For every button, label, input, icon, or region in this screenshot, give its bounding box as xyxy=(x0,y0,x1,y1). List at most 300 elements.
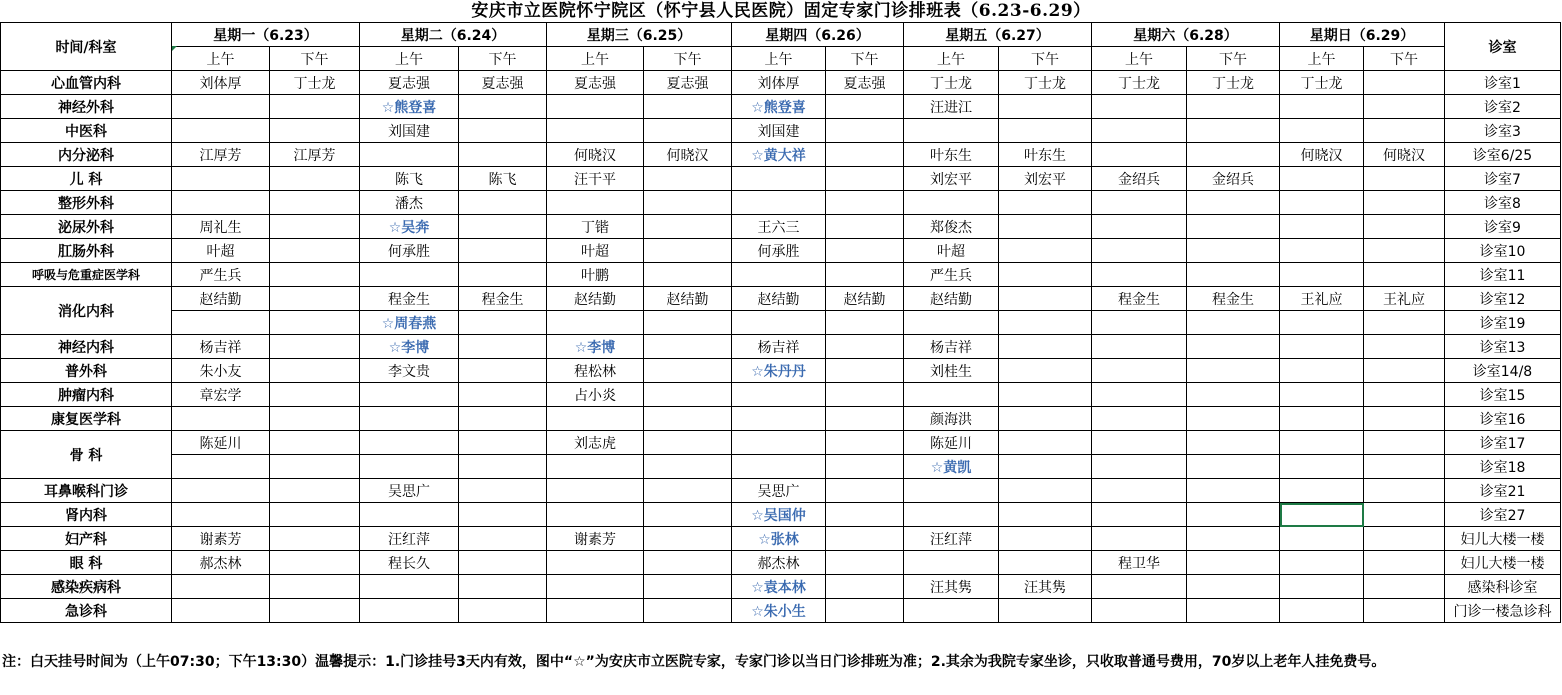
pm-slot-cell[interactable] xyxy=(644,455,732,479)
department-cell[interactable]: 肾内科 xyxy=(1,503,172,527)
am-slot-cell[interactable] xyxy=(1092,335,1187,359)
room-cell[interactable]: 诊室21 xyxy=(1445,479,1561,503)
pm-slot-cell[interactable] xyxy=(1187,263,1280,287)
pm-slot-cell[interactable] xyxy=(1187,239,1280,263)
room-cell[interactable]: 诊室7 xyxy=(1445,167,1561,191)
am-slot-cell[interactable] xyxy=(360,263,459,287)
pm-slot-cell[interactable] xyxy=(826,455,904,479)
department-cell[interactable]: 肛肠外科 xyxy=(1,239,172,263)
am-slot-cell[interactable]: 程长久 xyxy=(360,551,459,575)
am-slot-cell[interactable]: 何承胜 xyxy=(360,239,459,263)
am-slot-cell[interactable] xyxy=(904,599,999,623)
am-slot-cell[interactable]: 夏志强 xyxy=(547,71,644,95)
am-slot-cell[interactable]: 程金生 xyxy=(1092,287,1187,311)
am-slot-cell[interactable] xyxy=(1092,575,1187,599)
pm-slot-cell[interactable] xyxy=(459,239,547,263)
pm-slot-cell[interactable] xyxy=(826,335,904,359)
am-slot-cell[interactable] xyxy=(547,95,644,119)
am-slot-cell[interactable] xyxy=(732,383,826,407)
am-slot-cell[interactable] xyxy=(904,383,999,407)
pm-slot-cell[interactable] xyxy=(1364,383,1445,407)
department-cell[interactable]: 急诊科 xyxy=(1,599,172,623)
pm-slot-cell[interactable] xyxy=(644,335,732,359)
pm-slot-cell[interactable]: 何晓汉 xyxy=(1364,143,1445,167)
pm-slot-cell[interactable]: 程金生 xyxy=(459,287,547,311)
pm-slot-cell[interactable] xyxy=(1364,479,1445,503)
pm-slot-cell[interactable] xyxy=(1187,575,1280,599)
am-slot-cell[interactable] xyxy=(172,455,270,479)
am-slot-cell[interactable] xyxy=(1092,383,1187,407)
room-cell[interactable]: 诊室11 xyxy=(1445,263,1561,287)
pm-slot-cell[interactable] xyxy=(270,311,360,335)
am-slot-cell[interactable]: ☆熊登喜 xyxy=(360,95,459,119)
am-slot-cell[interactable]: 刘国建 xyxy=(732,119,826,143)
am-slot-cell[interactable]: 叶超 xyxy=(904,239,999,263)
pm-slot-cell[interactable] xyxy=(644,503,732,527)
am-slot-cell[interactable]: 江厚芳 xyxy=(172,143,270,167)
am-slot-cell[interactable] xyxy=(547,599,644,623)
am-slot-cell[interactable]: ☆熊登喜 xyxy=(732,95,826,119)
pm-slot-cell[interactable] xyxy=(459,407,547,431)
am-slot-cell[interactable] xyxy=(1092,239,1187,263)
am-slot-cell[interactable]: 赵结勤 xyxy=(904,287,999,311)
am-slot-cell[interactable] xyxy=(172,119,270,143)
room-cell[interactable]: 诊室6/25 xyxy=(1445,143,1561,167)
pm-slot-cell[interactable] xyxy=(826,575,904,599)
pm-slot-cell[interactable] xyxy=(459,503,547,527)
am-slot-cell[interactable]: 严生兵 xyxy=(904,263,999,287)
am-slot-cell[interactable] xyxy=(172,167,270,191)
am-slot-cell[interactable] xyxy=(1280,215,1364,239)
pm-slot-cell[interactable] xyxy=(826,359,904,383)
department-cell[interactable]: 中医科 xyxy=(1,119,172,143)
pm-slot-cell[interactable]: 丁士龙 xyxy=(270,71,360,95)
am-slot-cell[interactable]: 刘宏平 xyxy=(904,167,999,191)
am-slot-cell[interactable] xyxy=(1280,551,1364,575)
am-slot-cell[interactable] xyxy=(904,191,999,215)
pm-slot-cell[interactable] xyxy=(1364,527,1445,551)
am-slot-cell[interactable]: 杨吉祥 xyxy=(904,335,999,359)
am-slot-cell[interactable] xyxy=(1280,239,1364,263)
pm-slot-cell[interactable] xyxy=(270,287,360,311)
pm-slot-cell[interactable] xyxy=(1187,119,1280,143)
pm-slot-cell[interactable] xyxy=(826,407,904,431)
am-slot-cell[interactable] xyxy=(360,599,459,623)
pm-slot-cell[interactable] xyxy=(644,311,732,335)
pm-slot-cell[interactable] xyxy=(1187,479,1280,503)
pm-slot-cell[interactable] xyxy=(644,599,732,623)
am-slot-cell[interactable]: ☆李博 xyxy=(547,335,644,359)
pm-slot-cell[interactable] xyxy=(1364,71,1445,95)
pm-slot-cell[interactable] xyxy=(999,311,1092,335)
am-slot-cell[interactable]: 汪进江 xyxy=(904,95,999,119)
am-slot-cell[interactable]: 程松林 xyxy=(547,359,644,383)
pm-slot-cell[interactable]: 夏志强 xyxy=(826,71,904,95)
pm-slot-cell[interactable] xyxy=(644,479,732,503)
am-slot-cell[interactable] xyxy=(1092,215,1187,239)
am-slot-cell[interactable]: 杨吉祥 xyxy=(732,335,826,359)
pm-slot-cell[interactable] xyxy=(826,263,904,287)
pm-slot-cell[interactable]: 赵结勤 xyxy=(644,287,732,311)
am-slot-cell[interactable] xyxy=(360,455,459,479)
am-slot-cell[interactable]: 金绍兵 xyxy=(1092,167,1187,191)
am-slot-cell[interactable]: 汪红萍 xyxy=(360,527,459,551)
am-slot-cell[interactable] xyxy=(1280,359,1364,383)
room-cell[interactable]: 诊室12 xyxy=(1445,287,1561,311)
pm-slot-cell[interactable] xyxy=(644,551,732,575)
am-slot-cell[interactable] xyxy=(360,407,459,431)
department-cell[interactable]: 消化内科 xyxy=(1,287,172,335)
room-cell[interactable]: 诊室9 xyxy=(1445,215,1561,239)
pm-slot-cell[interactable]: 叶东生 xyxy=(999,143,1092,167)
am-slot-cell[interactable] xyxy=(172,95,270,119)
am-slot-cell[interactable]: 程金生 xyxy=(360,287,459,311)
pm-slot-cell[interactable] xyxy=(1364,335,1445,359)
pm-slot-cell[interactable] xyxy=(1364,359,1445,383)
pm-slot-cell[interactable] xyxy=(1364,551,1445,575)
am-slot-cell[interactable] xyxy=(904,119,999,143)
pm-slot-cell[interactable] xyxy=(270,455,360,479)
am-slot-cell[interactable] xyxy=(1280,407,1364,431)
am-slot-cell[interactable]: ☆周春燕 xyxy=(360,311,459,335)
department-cell[interactable]: 儿 科 xyxy=(1,167,172,191)
am-slot-cell[interactable] xyxy=(1280,455,1364,479)
pm-slot-cell[interactable]: 王礼应 xyxy=(1364,287,1445,311)
department-cell[interactable]: 呼吸与危重症医学科 xyxy=(1,263,172,287)
am-slot-cell[interactable] xyxy=(360,431,459,455)
pm-slot-cell[interactable] xyxy=(1364,599,1445,623)
am-slot-cell[interactable]: 刘桂生 xyxy=(904,359,999,383)
department-cell[interactable]: 眼 科 xyxy=(1,551,172,575)
pm-slot-cell[interactable] xyxy=(826,551,904,575)
pm-slot-cell[interactable] xyxy=(999,383,1092,407)
am-slot-cell[interactable] xyxy=(547,575,644,599)
am-slot-cell[interactable] xyxy=(360,575,459,599)
pm-slot-cell[interactable] xyxy=(459,455,547,479)
pm-slot-cell[interactable] xyxy=(999,215,1092,239)
am-slot-cell[interactable]: 刘国建 xyxy=(360,119,459,143)
am-slot-cell[interactable]: 叶东生 xyxy=(904,143,999,167)
am-slot-cell[interactable] xyxy=(1280,575,1364,599)
am-slot-cell[interactable]: 汪其隽 xyxy=(904,575,999,599)
pm-slot-cell[interactable] xyxy=(999,407,1092,431)
am-slot-cell[interactable] xyxy=(1092,311,1187,335)
pm-slot-cell[interactable] xyxy=(459,575,547,599)
room-cell[interactable]: 诊室18 xyxy=(1445,455,1561,479)
pm-slot-cell[interactable] xyxy=(270,167,360,191)
pm-slot-cell[interactable] xyxy=(1364,311,1445,335)
pm-slot-cell[interactable]: 金绍兵 xyxy=(1187,167,1280,191)
am-slot-cell[interactable] xyxy=(1092,407,1187,431)
pm-slot-cell[interactable] xyxy=(1187,335,1280,359)
am-slot-cell[interactable] xyxy=(1092,143,1187,167)
am-slot-cell[interactable] xyxy=(732,167,826,191)
am-slot-cell[interactable] xyxy=(172,599,270,623)
room-cell[interactable]: 诊室2 xyxy=(1445,95,1561,119)
am-slot-cell[interactable]: 章宏学 xyxy=(172,383,270,407)
pm-slot-cell[interactable]: 汪其隽 xyxy=(999,575,1092,599)
am-slot-cell[interactable]: 汪红萍 xyxy=(904,527,999,551)
am-slot-cell[interactable]: 谢素芳 xyxy=(547,527,644,551)
pm-slot-cell[interactable] xyxy=(999,119,1092,143)
am-slot-cell[interactable] xyxy=(1092,359,1187,383)
pm-slot-cell[interactable] xyxy=(999,503,1092,527)
am-slot-cell[interactable]: 吴思广 xyxy=(732,479,826,503)
pm-slot-cell[interactable] xyxy=(270,383,360,407)
department-cell[interactable]: 神经外科 xyxy=(1,95,172,119)
pm-slot-cell[interactable] xyxy=(459,335,547,359)
pm-slot-cell[interactable] xyxy=(644,383,732,407)
room-cell[interactable]: 感染科诊室 xyxy=(1445,575,1561,599)
am-slot-cell[interactable] xyxy=(360,503,459,527)
pm-slot-cell[interactable] xyxy=(999,95,1092,119)
pm-slot-cell[interactable]: 程金生 xyxy=(1187,287,1280,311)
am-slot-cell[interactable] xyxy=(1092,599,1187,623)
pm-slot-cell[interactable] xyxy=(270,335,360,359)
pm-slot-cell[interactable] xyxy=(459,191,547,215)
am-slot-cell[interactable] xyxy=(1280,503,1364,527)
pm-slot-cell[interactable] xyxy=(826,599,904,623)
pm-slot-cell[interactable] xyxy=(1364,215,1445,239)
am-slot-cell[interactable] xyxy=(547,455,644,479)
am-slot-cell[interactable]: ☆朱小生 xyxy=(732,599,826,623)
pm-slot-cell[interactable] xyxy=(999,263,1092,287)
pm-slot-cell[interactable] xyxy=(270,95,360,119)
pm-slot-cell[interactable] xyxy=(826,383,904,407)
am-slot-cell[interactable]: 丁士龙 xyxy=(1280,71,1364,95)
pm-slot-cell[interactable] xyxy=(270,551,360,575)
am-slot-cell[interactable] xyxy=(904,503,999,527)
am-slot-cell[interactable]: ☆吴奔 xyxy=(360,215,459,239)
am-slot-cell[interactable] xyxy=(1280,599,1364,623)
am-slot-cell[interactable]: ☆黄凯 xyxy=(904,455,999,479)
pm-slot-cell[interactable] xyxy=(999,191,1092,215)
pm-slot-cell[interactable] xyxy=(826,215,904,239)
pm-slot-cell[interactable] xyxy=(1187,143,1280,167)
room-cell[interactable]: 诊室13 xyxy=(1445,335,1561,359)
pm-slot-cell[interactable] xyxy=(459,143,547,167)
pm-slot-cell[interactable] xyxy=(1187,527,1280,551)
room-cell[interactable]: 诊室16 xyxy=(1445,407,1561,431)
room-cell[interactable]: 诊室27 xyxy=(1445,503,1561,527)
am-slot-cell[interactable]: ☆袁本林 xyxy=(732,575,826,599)
pm-slot-cell[interactable]: 刘宏平 xyxy=(999,167,1092,191)
pm-slot-cell[interactable] xyxy=(1364,407,1445,431)
department-cell[interactable]: 整形外科 xyxy=(1,191,172,215)
am-slot-cell[interactable] xyxy=(1280,527,1364,551)
am-slot-cell[interactable]: 郝杰林 xyxy=(172,551,270,575)
pm-slot-cell[interactable] xyxy=(270,503,360,527)
pm-slot-cell[interactable] xyxy=(270,359,360,383)
pm-slot-cell[interactable] xyxy=(644,167,732,191)
am-slot-cell[interactable] xyxy=(732,407,826,431)
pm-slot-cell[interactable] xyxy=(999,479,1092,503)
pm-slot-cell[interactable] xyxy=(644,575,732,599)
pm-slot-cell[interactable] xyxy=(999,551,1092,575)
am-slot-cell[interactable] xyxy=(172,479,270,503)
department-cell[interactable]: 骨 科 xyxy=(1,431,172,479)
pm-slot-cell[interactable] xyxy=(999,527,1092,551)
am-slot-cell[interactable]: 颜海洪 xyxy=(904,407,999,431)
pm-slot-cell[interactable] xyxy=(826,143,904,167)
room-cell[interactable]: 妇儿大楼一楼 xyxy=(1445,527,1561,551)
pm-slot-cell[interactable]: 夏志强 xyxy=(459,71,547,95)
am-slot-cell[interactable]: 王六三 xyxy=(732,215,826,239)
pm-slot-cell[interactable] xyxy=(644,119,732,143)
am-slot-cell[interactable] xyxy=(172,503,270,527)
am-slot-cell[interactable] xyxy=(732,455,826,479)
am-slot-cell[interactable] xyxy=(1092,527,1187,551)
department-cell[interactable]: 肿瘤内科 xyxy=(1,383,172,407)
am-slot-cell[interactable] xyxy=(1280,431,1364,455)
am-slot-cell[interactable]: 何晓汉 xyxy=(1280,143,1364,167)
am-slot-cell[interactable]: ☆黄大祥 xyxy=(732,143,826,167)
am-slot-cell[interactable]: 占小炎 xyxy=(547,383,644,407)
am-slot-cell[interactable]: 刘体厚 xyxy=(172,71,270,95)
pm-slot-cell[interactable] xyxy=(459,383,547,407)
am-slot-cell[interactable]: 严生兵 xyxy=(172,263,270,287)
am-slot-cell[interactable]: 朱小友 xyxy=(172,359,270,383)
pm-slot-cell[interactable] xyxy=(459,215,547,239)
am-slot-cell[interactable] xyxy=(1280,479,1364,503)
pm-slot-cell[interactable] xyxy=(1187,407,1280,431)
department-cell[interactable]: 妇产科 xyxy=(1,527,172,551)
am-slot-cell[interactable] xyxy=(1280,383,1364,407)
pm-slot-cell[interactable] xyxy=(644,263,732,287)
pm-slot-cell[interactable] xyxy=(826,167,904,191)
am-slot-cell[interactable]: 丁士龙 xyxy=(904,71,999,95)
am-slot-cell[interactable]: 丁士龙 xyxy=(1092,71,1187,95)
am-slot-cell[interactable] xyxy=(732,263,826,287)
pm-slot-cell[interactable] xyxy=(826,119,904,143)
pm-slot-cell[interactable] xyxy=(1187,431,1280,455)
am-slot-cell[interactable] xyxy=(1092,455,1187,479)
am-slot-cell[interactable] xyxy=(1280,263,1364,287)
pm-slot-cell[interactable] xyxy=(999,359,1092,383)
am-slot-cell[interactable]: 夏志强 xyxy=(360,71,459,95)
department-cell[interactable]: 神经内科 xyxy=(1,335,172,359)
pm-slot-cell[interactable] xyxy=(1364,455,1445,479)
am-slot-cell[interactable]: 汪干平 xyxy=(547,167,644,191)
room-cell[interactable]: 诊室1 xyxy=(1445,71,1561,95)
am-slot-cell[interactable]: 何晓汉 xyxy=(547,143,644,167)
am-slot-cell[interactable]: 周礼生 xyxy=(172,215,270,239)
am-slot-cell[interactable] xyxy=(904,479,999,503)
am-slot-cell[interactable] xyxy=(172,311,270,335)
am-slot-cell[interactable]: ☆吴国仲 xyxy=(732,503,826,527)
am-slot-cell[interactable]: 何承胜 xyxy=(732,239,826,263)
am-slot-cell[interactable] xyxy=(1092,263,1187,287)
pm-slot-cell[interactable] xyxy=(270,215,360,239)
room-cell[interactable]: 门诊一楼急诊科 xyxy=(1445,599,1561,623)
am-slot-cell[interactable] xyxy=(172,191,270,215)
pm-slot-cell[interactable] xyxy=(1187,311,1280,335)
am-slot-cell[interactable]: 陈延川 xyxy=(904,431,999,455)
pm-slot-cell[interactable]: 陈飞 xyxy=(459,167,547,191)
am-slot-cell[interactable] xyxy=(1092,191,1187,215)
pm-slot-cell[interactable] xyxy=(1364,119,1445,143)
am-slot-cell[interactable]: 吴思广 xyxy=(360,479,459,503)
pm-slot-cell[interactable] xyxy=(826,95,904,119)
pm-slot-cell[interactable] xyxy=(459,95,547,119)
pm-slot-cell[interactable] xyxy=(999,431,1092,455)
pm-slot-cell[interactable] xyxy=(644,431,732,455)
pm-slot-cell[interactable] xyxy=(1187,455,1280,479)
am-slot-cell[interactable]: ☆李博 xyxy=(360,335,459,359)
am-slot-cell[interactable]: 杨吉祥 xyxy=(172,335,270,359)
am-slot-cell[interactable] xyxy=(732,191,826,215)
am-slot-cell[interactable]: ☆朱丹丹 xyxy=(732,359,826,383)
pm-slot-cell[interactable] xyxy=(1364,95,1445,119)
pm-slot-cell[interactable] xyxy=(826,431,904,455)
am-slot-cell[interactable]: 陈飞 xyxy=(360,167,459,191)
pm-slot-cell[interactable] xyxy=(1187,503,1280,527)
pm-slot-cell[interactable] xyxy=(1364,503,1445,527)
pm-slot-cell[interactable] xyxy=(644,239,732,263)
am-slot-cell[interactable] xyxy=(360,383,459,407)
am-slot-cell[interactable]: 程卫华 xyxy=(1092,551,1187,575)
pm-slot-cell[interactable]: 何晓汉 xyxy=(644,143,732,167)
pm-slot-cell[interactable] xyxy=(1187,599,1280,623)
pm-slot-cell[interactable] xyxy=(644,359,732,383)
pm-slot-cell[interactable] xyxy=(270,263,360,287)
am-slot-cell[interactable] xyxy=(1280,95,1364,119)
am-slot-cell[interactable] xyxy=(547,119,644,143)
am-slot-cell[interactable] xyxy=(732,431,826,455)
am-slot-cell[interactable] xyxy=(360,143,459,167)
pm-slot-cell[interactable] xyxy=(459,527,547,551)
pm-slot-cell[interactable] xyxy=(459,599,547,623)
am-slot-cell[interactable]: 谢素芳 xyxy=(172,527,270,551)
pm-slot-cell[interactable] xyxy=(1187,383,1280,407)
pm-slot-cell[interactable] xyxy=(459,431,547,455)
pm-slot-cell[interactable] xyxy=(1187,95,1280,119)
pm-slot-cell[interactable] xyxy=(459,551,547,575)
pm-slot-cell[interactable]: 夏志强 xyxy=(644,71,732,95)
pm-slot-cell[interactable] xyxy=(459,479,547,503)
pm-slot-cell[interactable] xyxy=(270,527,360,551)
room-cell[interactable]: 诊室17 xyxy=(1445,431,1561,455)
am-slot-cell[interactable] xyxy=(1280,311,1364,335)
pm-slot-cell[interactable] xyxy=(826,239,904,263)
pm-slot-cell[interactable] xyxy=(459,119,547,143)
am-slot-cell[interactable] xyxy=(1092,119,1187,143)
am-slot-cell[interactable] xyxy=(1092,503,1187,527)
room-cell[interactable]: 诊室10 xyxy=(1445,239,1561,263)
pm-slot-cell[interactable] xyxy=(826,503,904,527)
am-slot-cell[interactable]: 潘杰 xyxy=(360,191,459,215)
am-slot-cell[interactable]: ☆张林 xyxy=(732,527,826,551)
am-slot-cell[interactable]: 赵结勤 xyxy=(732,287,826,311)
pm-slot-cell[interactable] xyxy=(644,191,732,215)
am-slot-cell[interactable]: 丁锴 xyxy=(547,215,644,239)
am-slot-cell[interactable]: 陈延川 xyxy=(172,431,270,455)
am-slot-cell[interactable] xyxy=(732,311,826,335)
department-cell[interactable]: 泌尿外科 xyxy=(1,215,172,239)
pm-slot-cell[interactable] xyxy=(1364,263,1445,287)
pm-slot-cell[interactable] xyxy=(999,455,1092,479)
room-cell[interactable]: 诊室8 xyxy=(1445,191,1561,215)
pm-slot-cell[interactable] xyxy=(270,479,360,503)
pm-slot-cell[interactable] xyxy=(1364,191,1445,215)
am-slot-cell[interactable] xyxy=(1280,119,1364,143)
pm-slot-cell[interactable] xyxy=(459,263,547,287)
pm-slot-cell[interactable]: 丁士龙 xyxy=(999,71,1092,95)
pm-slot-cell[interactable] xyxy=(270,239,360,263)
room-cell[interactable]: 妇儿大楼一楼 xyxy=(1445,551,1561,575)
pm-slot-cell[interactable] xyxy=(826,191,904,215)
pm-slot-cell[interactable] xyxy=(826,479,904,503)
